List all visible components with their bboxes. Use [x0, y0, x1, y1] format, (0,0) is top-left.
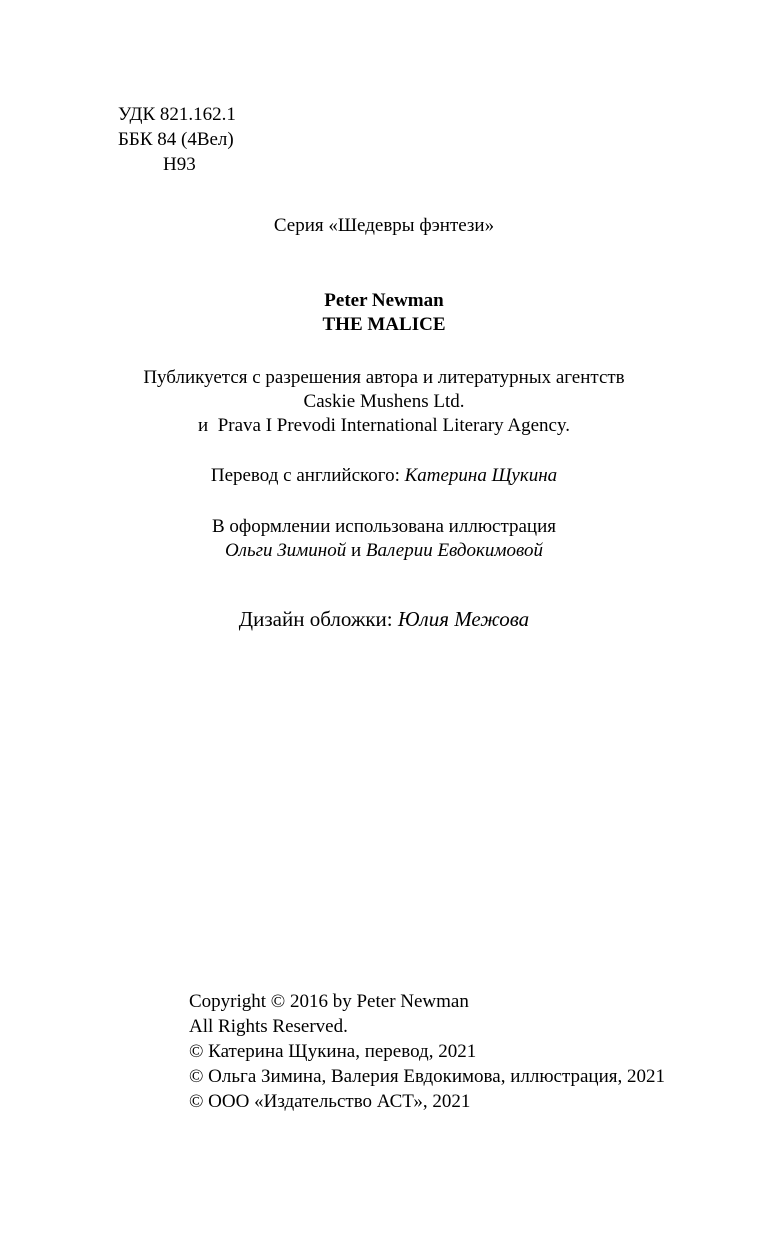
permission-line-3 [0, 414, 768, 438]
original-title: THE MALICE [322, 314, 446, 335]
copyright-line-2: All Rights Reserved. [189, 1016, 348, 1037]
translation-label: Перевод с английского: [210, 465, 400, 486]
artist-conjunction: и [350, 540, 362, 561]
illustration-label: В оформлении использована иллюстрация [211, 516, 556, 537]
cover-designer-name: Юлия Межова [397, 607, 530, 631]
udk-code: УДК 821.162.1 [118, 104, 236, 125]
artist-1-name: Ольги Зиминой [224, 540, 347, 561]
original-author: Peter Newman [324, 290, 444, 311]
artist-2-name: Валерии Евдокимовой [365, 540, 544, 561]
cover-design-label: Дизайн обложки: [238, 607, 393, 631]
illustration-credit [0, 539, 768, 563]
series-name: Серия «Шедевры фэнтези» [273, 215, 495, 236]
permission-agency: Prava I Prevodi International Literary Agency. [217, 415, 570, 436]
copyright-line-5: © ООО «Издательство АСТ», 2021 [189, 1091, 471, 1112]
copyright-line-1: Copyright © 2016 by Peter Newman [189, 991, 469, 1012]
copyright-line-4: © Ольга Зимина, Валерия Евдокимова, иллюстрация, 2021 [189, 1066, 666, 1087]
bbk-code: ББК 84 (4Вел) [118, 129, 234, 150]
permission-line-2: Caskie Mushens Ltd. [303, 391, 465, 412]
permission-conjunction: и [198, 415, 209, 436]
copyright-line-3: © Катерина Щукина, перевод, 2021 [189, 1041, 477, 1062]
cover-design-credit [0, 607, 768, 631]
translation-credit [0, 464, 768, 488]
translator-name: Катерина Щукина [404, 465, 558, 486]
author-mark: Н93 [163, 154, 196, 175]
permission-line-1: Публикуется с разрешения автора и литературных агентств [143, 367, 625, 388]
